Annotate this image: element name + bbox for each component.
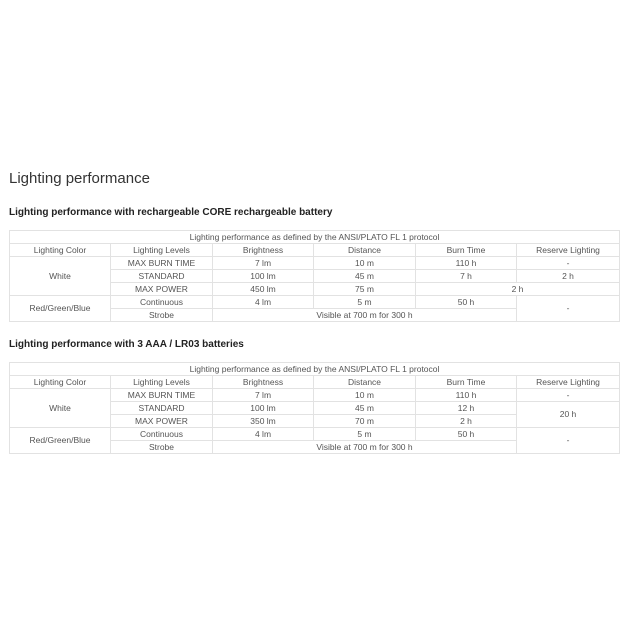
header-distance: Distance xyxy=(314,376,416,389)
section-title-core-battery: Lighting performance with rechargeable CORE rechargeable battery xyxy=(9,207,333,218)
cell-reserve: - xyxy=(517,428,620,454)
header-reserve-lighting: Reserve Lighting xyxy=(517,244,620,257)
cell-brightness: 350 lm xyxy=(213,415,314,428)
cell-level: STANDARD xyxy=(111,270,213,283)
lighting-color-white: White xyxy=(10,389,111,428)
header-burn-time: Burn Time xyxy=(416,244,517,257)
cell-level: Continuous xyxy=(111,428,213,441)
table-caption: Lighting performance as defined by the ANSI/PLATO FL 1 protocol xyxy=(10,231,620,244)
cell-reserve: - xyxy=(517,257,620,270)
table-row xyxy=(10,428,620,441)
header-reserve-lighting: Reserve Lighting xyxy=(517,376,620,389)
section-title-aaa-batteries: Lighting performance with 3 AAA / LR03 batteries xyxy=(9,339,244,350)
table-row xyxy=(10,296,620,309)
cell-reserve: - xyxy=(517,296,620,322)
cell-strobe-visibility: Visible at 700 m for 300 h xyxy=(213,309,517,322)
cell-reserve: 2 h xyxy=(517,270,620,283)
cell-level: MAX BURN TIME xyxy=(111,389,213,402)
table-row xyxy=(10,389,620,402)
table-header-row xyxy=(10,376,620,389)
header-burn-time: Burn Time xyxy=(416,376,517,389)
cell-level: Strobe xyxy=(111,309,213,322)
lighting-color-white: White xyxy=(10,257,111,296)
cell-brightness: 4 lm xyxy=(213,296,314,309)
header-brightness: Brightness xyxy=(213,376,314,389)
cell-distance: 75 m xyxy=(314,283,416,296)
cell-distance: 45 m xyxy=(314,270,416,283)
cell-level: MAX POWER xyxy=(111,415,213,428)
cell-burn-time: 2 h xyxy=(416,415,517,428)
table-caption-row xyxy=(10,363,620,376)
header-distance: Distance xyxy=(314,244,416,257)
cell-level: MAX POWER xyxy=(111,283,213,296)
cell-level: MAX BURN TIME xyxy=(111,257,213,270)
cell-strobe-visibility: Visible at 700 m for 300 h xyxy=(213,441,517,454)
cell-brightness: 100 lm xyxy=(213,402,314,415)
cell-reserve: - xyxy=(517,389,620,402)
cell-brightness: 100 lm xyxy=(213,270,314,283)
table-header-row xyxy=(10,244,620,257)
header-lighting-color: Lighting Color xyxy=(10,376,111,389)
cell-burn-time: 50 h xyxy=(416,296,517,309)
cell-distance: 45 m xyxy=(314,402,416,415)
cell-distance: 70 m xyxy=(314,415,416,428)
cell-distance: 5 m xyxy=(314,428,416,441)
cell-brightness: 4 lm xyxy=(213,428,314,441)
cell-distance: 10 m xyxy=(314,257,416,270)
header-lighting-levels: Lighting Levels xyxy=(111,244,213,257)
performance-table-aaa-batteries xyxy=(9,362,620,454)
header-lighting-levels: Lighting Levels xyxy=(111,376,213,389)
cell-burn-time: 50 h xyxy=(416,428,517,441)
cell-burn-time: 12 h xyxy=(416,402,517,415)
cell-burn-reserve-merged: 2 h xyxy=(416,283,620,296)
table-row xyxy=(10,257,620,270)
cell-reserve: 20 h xyxy=(517,402,620,428)
cell-level: STANDARD xyxy=(111,402,213,415)
table-caption: Lighting performance as defined by the ANSI/PLATO FL 1 protocol xyxy=(10,363,620,376)
page-title: Lighting performance xyxy=(9,170,150,187)
table-caption-row xyxy=(10,231,620,244)
performance-table-core-battery xyxy=(9,230,620,322)
cell-brightness: 7 lm xyxy=(213,257,314,270)
header-lighting-color: Lighting Color xyxy=(10,244,111,257)
cell-burn-time: 7 h xyxy=(416,270,517,283)
cell-distance: 10 m xyxy=(314,389,416,402)
cell-burn-time: 110 h xyxy=(416,389,517,402)
lighting-color-rgb: Red/Green/Blue xyxy=(10,428,111,454)
cell-level: Continuous xyxy=(111,296,213,309)
cell-level: Strobe xyxy=(111,441,213,454)
cell-burn-time: 110 h xyxy=(416,257,517,270)
header-brightness: Brightness xyxy=(213,244,314,257)
cell-brightness: 7 lm xyxy=(213,389,314,402)
cell-distance: 5 m xyxy=(314,296,416,309)
cell-brightness: 450 lm xyxy=(213,283,314,296)
lighting-color-rgb: Red/Green/Blue xyxy=(10,296,111,322)
